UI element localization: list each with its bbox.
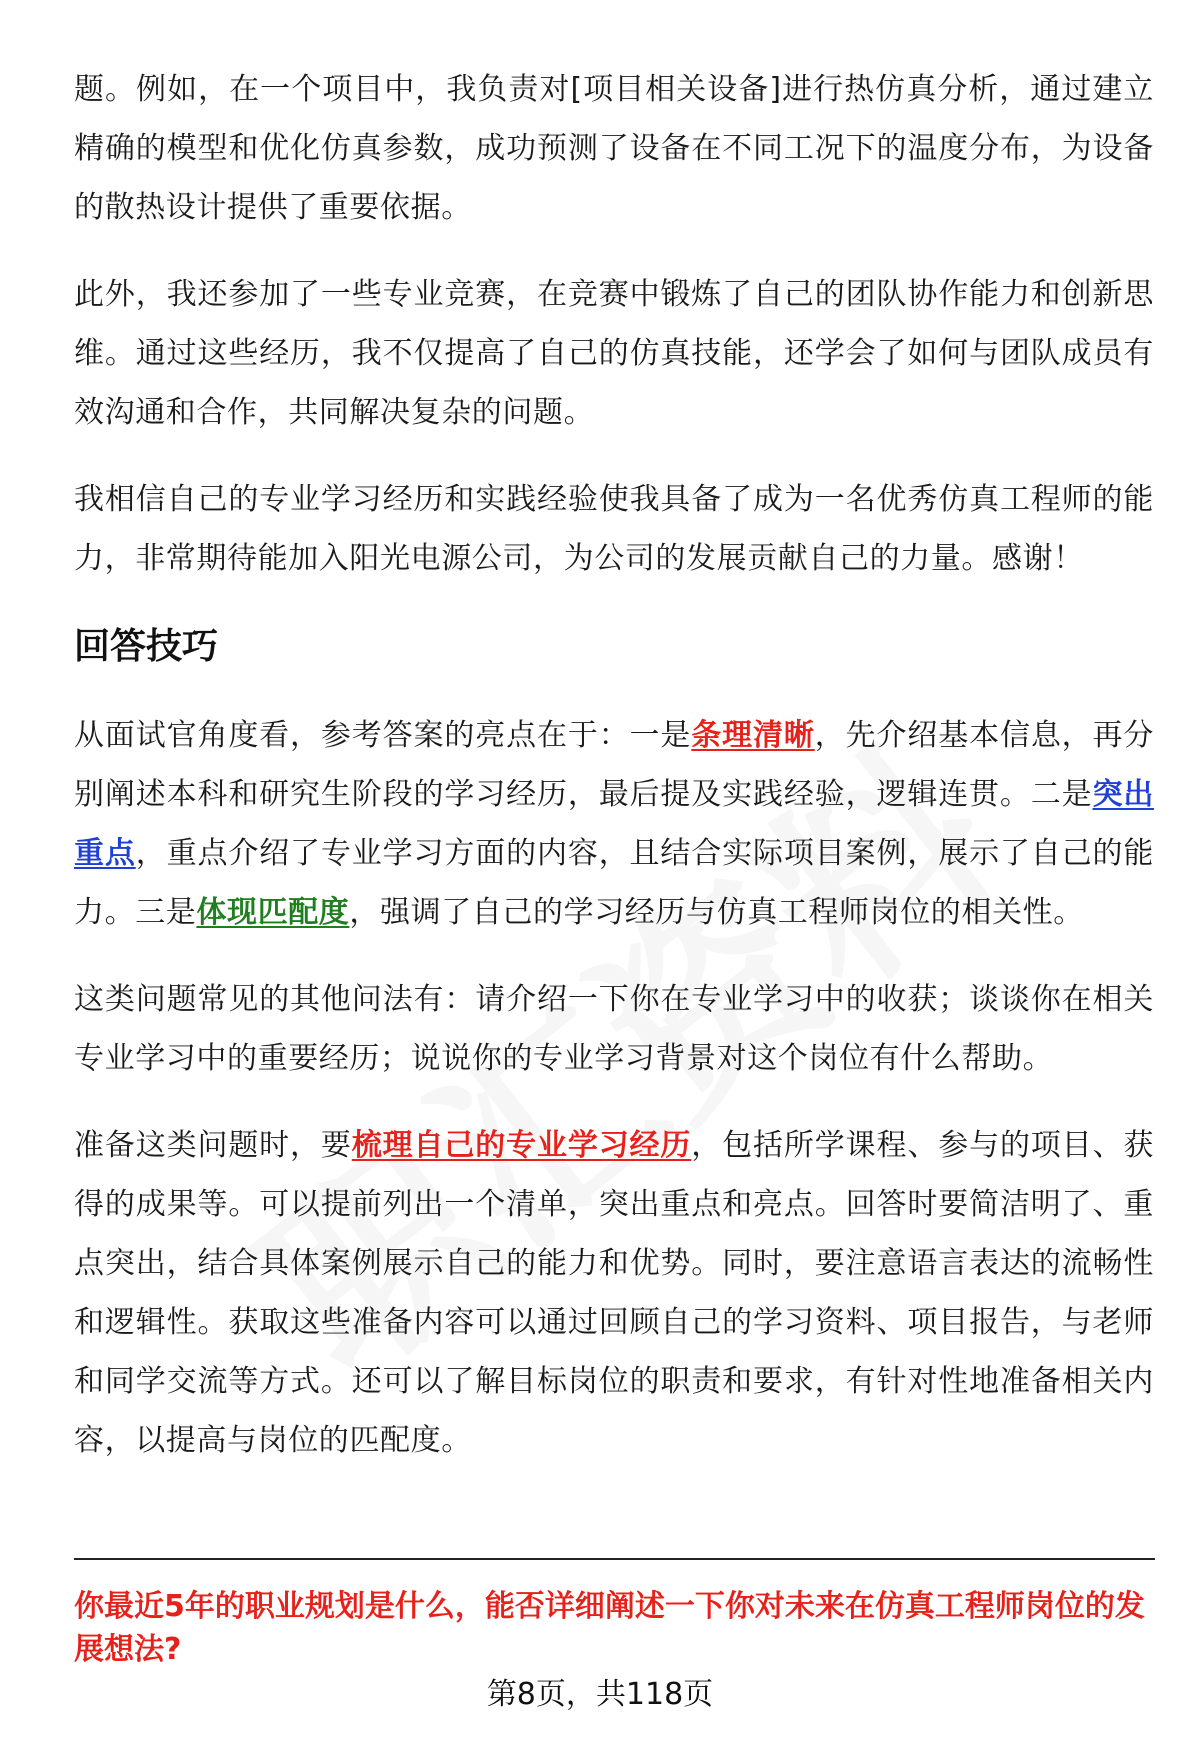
prep-paragraph xyxy=(74,1116,1154,1470)
section-heading-answer-tips: 回答技巧 xyxy=(74,626,219,667)
answer-paragraph-2: 此外，我还参加了一些专业竞赛，在竞赛中锻炼了自己的团队协作能力和创新思维。通过这些经历，我不仅提高了自己的仿真技能，还学会了如何与团队成员有效沟通和合作，共同解决复杂的问题。 xyxy=(74,277,1154,430)
other-questions-paragraph: 这类问题常见的其他问法有：请介绍一下你在专业学习中的收获；谈谈你在相关专业学习中的重要经历；说说你的专业学习背景对这个岗位有什么帮助。 xyxy=(74,982,1154,1076)
highlight-clear-structure: 条理清晰 xyxy=(691,718,815,753)
tips-text-1: 从面试官角度看，参考答案的亮点在于：一是 xyxy=(74,718,692,753)
tips-text-4: ，强调了自己的学习经历与仿真工程师岗位的相关性。 xyxy=(349,895,1084,930)
prep-text-1: 准备这类问题时，要 xyxy=(74,1128,352,1163)
highlight-study-experience: 梳理自己的专业学习经历 xyxy=(351,1128,692,1163)
page-number-footer: 第8页，共118页 xyxy=(486,1677,714,1712)
highlight-job-match: 体现匹配度 xyxy=(196,895,350,930)
document-body xyxy=(74,60,1154,1498)
answer-paragraph-3: 我相信自己的专业学习经历和实践经验使我具备了成为一名优秀仿真工程师的能力，非常期待能加入阳光电源公司，为公司的发展贡献自己的力量。感谢！ xyxy=(74,482,1154,576)
section-divider xyxy=(74,1558,1155,1560)
tips-text-2: ，先介绍基本信息，再分别阐述本科和研究生阶段的学习经历，最后提及实践经验，逻辑连贯。二是 xyxy=(74,718,1155,812)
tips-paragraph xyxy=(74,706,1154,942)
next-question-title: 你最近5年的职业规划是什么，能否详细阐述一下你对未来在仿真工程师岗位的发展想法? xyxy=(74,1589,1145,1667)
tips-text-3: ，重点介绍了专业学习方面的内容，且结合实际项目案例，展示了自己的能力。三是 xyxy=(74,836,1154,930)
prep-text-2: ，包括所学课程、参与的项目、获得的成果等。可以提前列出一个清单，突出重点和亮点。回答时要简洁明了、重点突出，结合具体案例展示自己的能力和优势。同时，要注意语言表达的流畅性和逻辑性。获取这些准备内容可以通过回顾自己的学习资料、项目报告，与老师和同学交流等方式。还可以了解目标岗位的职责和要求，有针对性地准备相关内容，以提高与岗位的匹配度。 xyxy=(74,1128,1154,1458)
highlight-key-points: 突出重点 xyxy=(74,777,1154,871)
answer-paragraph-1: 题。例如，在一个项目中，我负责对[项目相关设备]进行热仿真分析，通过建立精确的模型和优化仿真参数，成功预测了设备在不同工况下的温度分布，为设备的散热设计提供了重要依据。 xyxy=(74,72,1154,225)
